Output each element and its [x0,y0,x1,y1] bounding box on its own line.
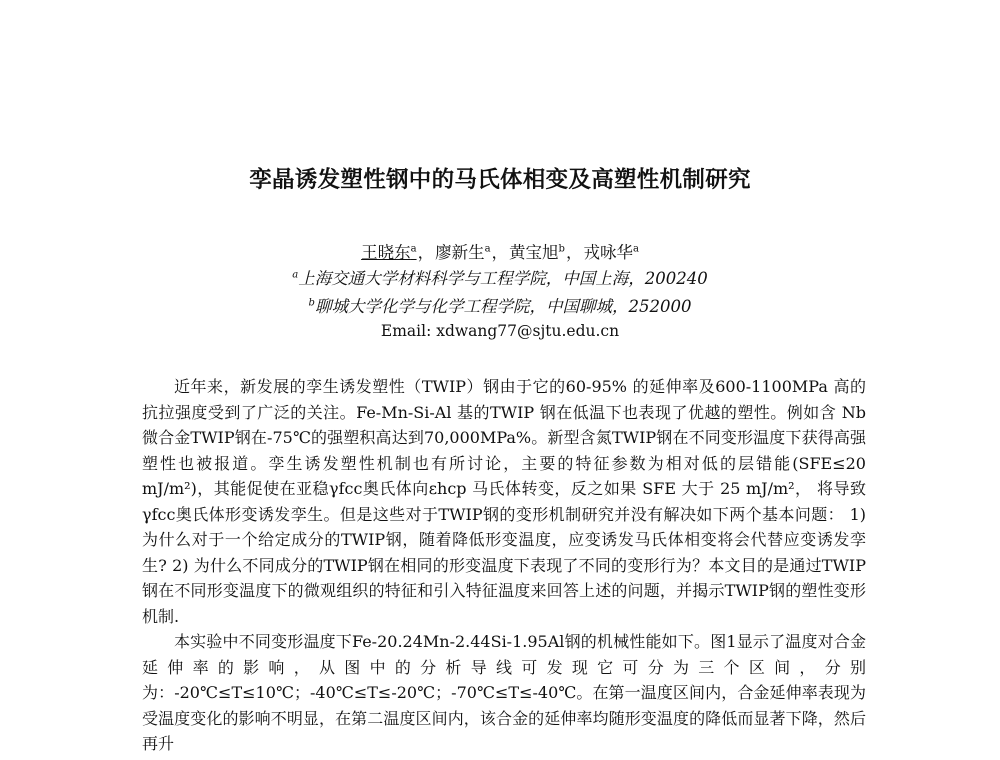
author-1-mark: a [410,243,417,255]
affiliation-b [0,293,1000,317]
author-separator: ， [417,243,435,262]
author-4-name: 戎咏华 [583,243,633,262]
author-4 [583,243,638,262]
author-separator: ， [565,243,583,262]
author-3-mark: b [558,243,565,255]
paper-body [142,374,866,757]
author-2-name: 廖新生 [435,243,485,262]
author-line [0,239,1000,263]
affiliation-b-mark: b [308,297,315,309]
body-paragraph-1: 近年来，新发展的孪生诱发塑性（TWIP）钢由于它的60-95% 的延伸率及600-1100MPa 高的抗拉强度受到了广泛的关注。Fe-Mn-Si-Al 基的TWIP 钢在低温下也表现了优越的塑性。例如含 Nb 微合金TWIP钢在-75℃的强塑积高达到70,000MPa%。新型含氮TWIP钢在不同变形温度下获得高强塑性也被报道。孪生诱发塑性机制也有所讨论，主要的特征参数为相对低的层错能(SFE≤20 mJ/m²)，其能促使在亚稳γfcc奥氏体向εhcp 马氏体转变，反之如果 SFE 大于 25 mJ/m²， 将导致γfcc奥氏体形变诱发孪生。但是这些对于TWIP钢的变形机制研究并没有解决如下两个基本问题： 1) 为什么对于一个给定成分的TWIP钢，随着降低形变温度，应变诱发马氏体相变将会代替应变诱发孪生? 2) 为什么不同成分的TWIP钢在相同的形变温度下表现了不同的变形行为？本文目的是通过TWIP钢在不同形变温度下的微观组织的特征和引入特征温度来回答上述的问题，并揭示TWIP钢的塑性变形机制. [142,377,866,626]
affiliation-a [0,265,1000,289]
affiliation-a-mark: a [292,269,299,281]
author-2-mark: a [484,243,491,255]
author-2 [435,243,490,262]
author-separator: ， [491,243,509,262]
author-4-mark: a [632,243,639,255]
author-3 [509,243,565,262]
affiliation-b-text: 聊城大学化学与化学工程学院，中国聊城，252000 [314,297,692,316]
author-3-name: 黄宝旭 [509,243,559,262]
author-1-name: 王晓东 [361,243,411,262]
author-1 [361,243,416,262]
contact-email: Email: xdwang77@sjtu.edu.cn [380,322,620,340]
paper-title: 孪晶诱发塑性钢中的马氏体相变及高塑性机制研究 [249,167,751,193]
affiliation-a-text: 上海交通大学材料科学与工程学院，中国上海，200240 [298,269,708,288]
body-paragraph-2: 本实验中不同变形温度下Fe-20.24Mn-2.44Si-1.95Al钢的机械性能如下。图1显示了温度对合金延伸率的影响，从图中的分析导线可发现它可分为三个区间，分别为：-20℃≤T≤10℃；-40℃≤T≤-20℃；-70℃≤T≤-40℃。在第一温度区间内，合金延伸率表现为受温度变化的影响不明显，在第二温度区间内，该合金的延伸率均随形变温度的降低而显著下降，然后再升 [142,632,866,753]
